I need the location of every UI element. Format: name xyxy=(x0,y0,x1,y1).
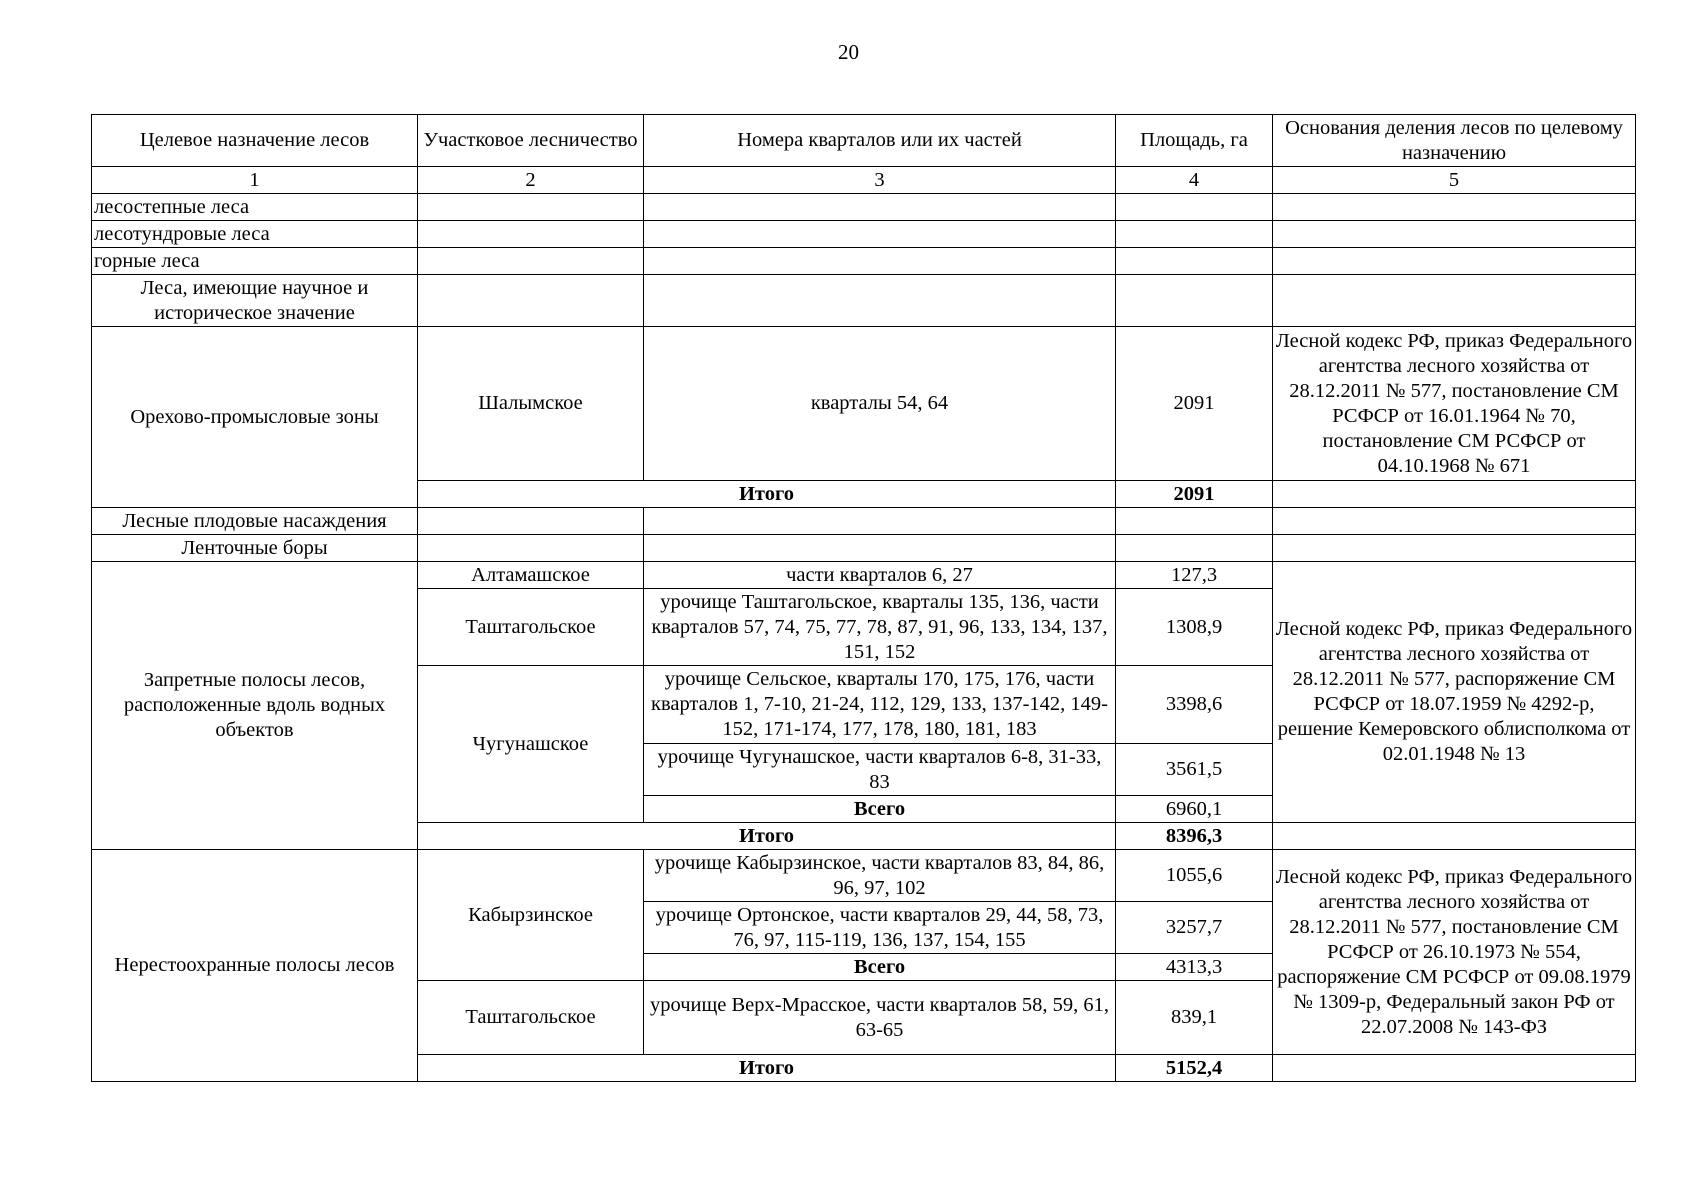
empty-cell xyxy=(1273,221,1636,248)
header-row xyxy=(92,115,1636,167)
table-row xyxy=(92,248,1636,275)
page-number: 20 xyxy=(838,40,859,64)
district-cell: Таштагольское xyxy=(418,589,644,666)
quarters-cell: урочище Верх-Мрасское, части кварталов 58, 59, 61, 63-65 xyxy=(644,981,1116,1055)
subtotal-label: Всего xyxy=(644,796,1116,823)
purpose-cell: Орехово-промысловые зоны xyxy=(92,327,418,508)
district-cell: Чугунашское xyxy=(418,666,644,823)
empty-cell xyxy=(1273,1055,1636,1082)
total-label: Итого xyxy=(418,1055,1116,1082)
purpose-cell: Лесные плодовые насаждения xyxy=(92,508,418,535)
area-cell: 1055,6 xyxy=(1116,850,1273,902)
table-row xyxy=(92,221,1636,248)
empty-cell xyxy=(418,275,644,327)
purpose-cell: лесостепные леса xyxy=(92,194,418,221)
empty-cell xyxy=(1273,275,1636,327)
empty-cell xyxy=(1116,248,1273,275)
empty-cell xyxy=(644,194,1116,221)
empty-cell xyxy=(418,248,644,275)
col-number: 5 xyxy=(1273,167,1636,194)
empty-cell xyxy=(1116,275,1273,327)
quarters-cell: урочище Чугунашское, части кварталов 6-8, 31-33, 83 xyxy=(644,744,1116,796)
area-cell: 2091 xyxy=(1116,327,1273,481)
empty-cell xyxy=(1273,481,1636,508)
area-cell: 3561,5 xyxy=(1116,744,1273,796)
subtotal-label: Всего xyxy=(644,954,1116,981)
empty-cell xyxy=(644,221,1116,248)
empty-cell xyxy=(1116,535,1273,562)
quarters-cell: урочище Кабырзинское, части кварталов 83, 84, 86, 96, 97, 102 xyxy=(644,850,1116,902)
table-row xyxy=(92,275,1636,327)
quarters-cell: части кварталов 6, 27 xyxy=(644,562,1116,589)
district-cell: Алтамашское xyxy=(418,562,644,589)
table-row xyxy=(92,508,1636,535)
purpose-cell: Ленточные боры xyxy=(92,535,418,562)
basis-cell: Лесной кодекс РФ, приказ Федерального агентства лесного хозяйства от 28.12.2011 № 577, постановление СМ РСФСР от 16.01.1964 № 70, постановление СМ РСФСР от 04.10.1968 № 671 xyxy=(1273,327,1636,481)
subtotal-value: 4313,3 xyxy=(1116,954,1273,981)
empty-cell xyxy=(418,194,644,221)
empty-cell xyxy=(1273,248,1636,275)
table-row xyxy=(92,535,1636,562)
table-row xyxy=(92,562,1636,589)
col-number: 1 xyxy=(92,167,418,194)
forest-purpose-table xyxy=(91,114,1636,1082)
total-label: Итого xyxy=(418,481,1116,508)
district-cell: Шалымское xyxy=(418,327,644,481)
quarters-cell: урочище Ортонское, части кварталов 29, 44, 58, 73, 76, 97, 115-119, 136, 137, 154, 155 xyxy=(644,902,1116,954)
empty-cell xyxy=(418,221,644,248)
purpose-cell: Леса, имеющие научное и историческое значение xyxy=(92,275,418,327)
total-label: Итого xyxy=(418,823,1116,850)
area-cell: 3257,7 xyxy=(1116,902,1273,954)
header-area: Площадь, га xyxy=(1116,115,1273,167)
empty-cell xyxy=(644,535,1116,562)
empty-cell xyxy=(1116,221,1273,248)
col-number: 4 xyxy=(1116,167,1273,194)
empty-cell xyxy=(1273,535,1636,562)
header-quarters: Номера кварталов или их частей xyxy=(644,115,1116,167)
area-cell: 127,3 xyxy=(1116,562,1273,589)
area-cell: 1308,9 xyxy=(1116,589,1273,666)
purpose-cell: Запретные полосы лесов, расположенные вдоль водных объектов xyxy=(92,562,418,850)
col-number: 3 xyxy=(644,167,1116,194)
purpose-cell: горные леса xyxy=(92,248,418,275)
empty-cell xyxy=(418,535,644,562)
empty-cell xyxy=(644,508,1116,535)
table-row xyxy=(92,327,1636,481)
district-cell: Таштагольское xyxy=(418,981,644,1055)
empty-cell xyxy=(418,508,644,535)
header-basis: Основания деления лесов по целевому назначению xyxy=(1273,115,1636,167)
empty-cell xyxy=(1116,194,1273,221)
purpose-cell: Нерестоохранные полосы лесов xyxy=(92,850,418,1082)
quarters-cell: урочище Таштагольское, кварталы 135, 136, части кварталов 57, 74, 75, 77, 78, 87, 91, 96, 133, 134, 137, 151, 152 xyxy=(644,589,1116,666)
empty-cell xyxy=(644,275,1116,327)
subtotal-value: 6960,1 xyxy=(1116,796,1273,823)
column-number-row xyxy=(92,167,1636,194)
table-row xyxy=(92,194,1636,221)
total-value: 5152,4 xyxy=(1116,1055,1273,1082)
quarters-cell: урочище Сельское, кварталы 170, 175, 176, части кварталов 1, 7-10, 21-24, 112, 129, 133, 137-142, 149-152, 171-174, 177, 178, 180, 181, 183 xyxy=(644,666,1116,744)
district-cell: Кабырзинское xyxy=(418,850,644,981)
table-row xyxy=(92,850,1636,902)
basis-cell: Лесной кодекс РФ, приказ Федерального агентства лесного хозяйства от 28.12.2011 № 577, постановление СМ РСФСР от 26.10.1973 № 554, распоряжение СМ РСФСР от 09.08.1979 № 1309-р, Федеральный закон РФ от 22.07.2008 № 143-ФЗ xyxy=(1273,850,1636,1055)
basis-cell: Лесной кодекс РФ, приказ Федерального агентства лесного хозяйства от 28.12.2011 № 577, распоряжение СМ РСФСР от 18.07.1959 № 4292-р, решение Кемеровского облисполкома от 02.01.1948 № 13 xyxy=(1273,562,1636,823)
header-purpose: Целевое назначение лесов xyxy=(92,115,418,167)
header-district: Участковое лесничество xyxy=(418,115,644,167)
empty-cell xyxy=(1273,508,1636,535)
empty-cell xyxy=(1116,508,1273,535)
col-number: 2 xyxy=(418,167,644,194)
total-value: 8396,3 xyxy=(1116,823,1273,850)
area-cell: 3398,6 xyxy=(1116,666,1273,744)
total-value: 2091 xyxy=(1116,481,1273,508)
quarters-cell: кварталы 54, 64 xyxy=(644,327,1116,481)
area-cell: 839,1 xyxy=(1116,981,1273,1055)
empty-cell xyxy=(1273,194,1636,221)
empty-cell xyxy=(1273,823,1636,850)
purpose-cell: лесотундровые леса xyxy=(92,221,418,248)
empty-cell xyxy=(644,248,1116,275)
